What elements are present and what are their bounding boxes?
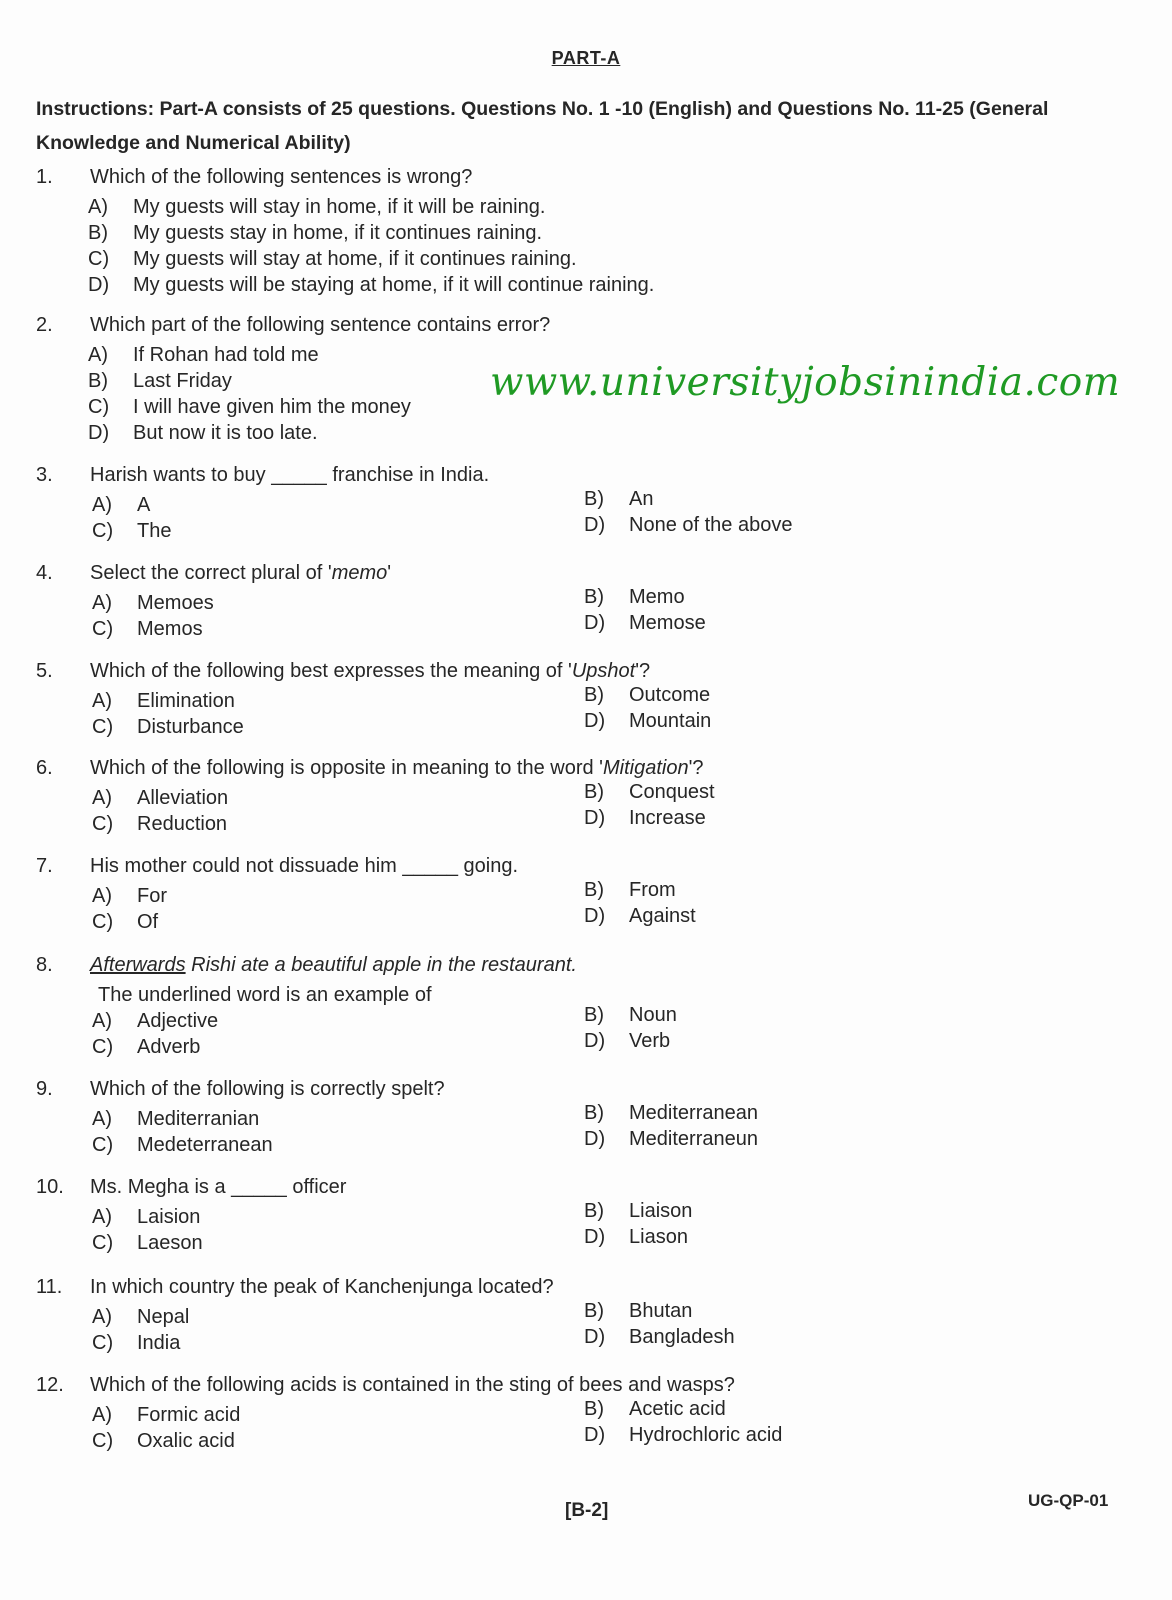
option-text: Verb [629, 1030, 671, 1052]
option-letter: A) [92, 1306, 112, 1328]
option-text: Elimination [137, 690, 235, 712]
option-a [92, 1306, 189, 1329]
question-text [90, 855, 518, 878]
paper-code: UG-QP-01 [1028, 1491, 1109, 1510]
option-text: Mediterranian [137, 1108, 260, 1130]
option-letter: A) [92, 690, 112, 712]
question-text-main: Which of the following sentences is wrong? [90, 166, 473, 188]
option-text: Oxalic acid [137, 1430, 235, 1452]
italic-term: Upshot [571, 660, 636, 682]
option-text: A [137, 494, 151, 516]
option-a [92, 1404, 240, 1427]
option-text: Acetic acid [629, 1398, 726, 1420]
option-text: The [137, 520, 172, 542]
option-text: From [629, 879, 676, 901]
question-number: 2. [36, 314, 53, 336]
question-text-main: Ms. Megha is a _____ officer [90, 1176, 347, 1198]
question-text [90, 1276, 554, 1299]
question-text-main: Which of the following is correctly spelt? [90, 1078, 445, 1100]
option-b [584, 488, 653, 511]
question-text-main: Select the correct plural of ' [90, 562, 332, 584]
option-text: Noun [629, 1004, 677, 1026]
option-c [92, 1332, 180, 1355]
option-text: Increase [629, 807, 706, 829]
question-text-main: Which of the following is opposite in meaning to the word ' [90, 757, 603, 779]
option-letter: B) [584, 781, 604, 803]
option-letter: B) [584, 1102, 604, 1124]
option-text: Memos [137, 618, 203, 640]
option-letter: C) [92, 716, 114, 738]
option-letter: B) [584, 879, 604, 901]
option-letter: D) [584, 1030, 606, 1052]
option-text: Liaison [629, 1200, 693, 1222]
option-letter: D) [584, 807, 606, 829]
option-text: Laision [137, 1206, 201, 1228]
option-d [584, 1128, 758, 1151]
option-text: If Rohan had told me [133, 344, 319, 366]
option-text: Alleviation [137, 787, 229, 809]
question-number: 1. [36, 166, 53, 188]
option-text: Memo [629, 586, 685, 608]
question-number: 12. [36, 1374, 64, 1396]
option-letter: D) [584, 612, 606, 634]
option-d [584, 1226, 688, 1249]
option-letter: A) [88, 196, 108, 218]
option-letter: B) [584, 684, 604, 706]
question-text-main: His mother could not dissuade him _____ going. [90, 855, 519, 877]
option-text: My guests stay in home, if it continues raining. [133, 222, 543, 244]
option-b [584, 781, 715, 804]
question-number: 5. [36, 660, 53, 682]
instructions: Instructions: Part-A consists of 25 questions. Questions No. 1 -10 (English) and Questions No. 11-25 (General Knowledge and Numerical Ability) [36, 98, 1049, 154]
option-letter: B) [584, 1398, 604, 1420]
question-text-main: Which of the following best expresses the meaning of ' [90, 660, 572, 682]
option-text: Mountain [629, 710, 712, 732]
question-number: 11. [36, 1276, 63, 1298]
option-letter: D) [584, 1424, 606, 1446]
question-text-main: Harish wants to buy _____ franchise in India. [90, 464, 490, 486]
option-letter: A) [92, 1206, 112, 1228]
option-d [584, 807, 706, 830]
option-letter: A) [92, 1108, 112, 1130]
option-d [584, 514, 792, 537]
option-text: My guests will stay at home, if it continues raining. [133, 248, 577, 270]
option-letter: C) [92, 1036, 114, 1058]
option-letter: B) [88, 222, 108, 244]
option-a [92, 494, 150, 517]
option-letter: C) [92, 1232, 114, 1254]
question-number: 4. [36, 562, 53, 584]
option-c [92, 1430, 235, 1453]
option-letter: D) [584, 514, 606, 536]
option-text: Reduction [137, 813, 228, 835]
question-number: 7. [36, 855, 53, 877]
question-number: 9. [36, 1078, 53, 1100]
question-text-main: Which part of the following sentence contains error? [90, 314, 551, 336]
option-letter: B) [584, 1200, 604, 1222]
option-text: Last Friday [133, 370, 232, 392]
option-letter: B) [584, 586, 604, 608]
option-a [92, 885, 167, 908]
option-letter: C) [92, 1134, 114, 1156]
option-a [92, 690, 235, 713]
option-text: I will have given him the money [133, 396, 411, 418]
option-text: Memoes [137, 592, 214, 614]
option-text: Formic acid [137, 1404, 241, 1426]
option-c [92, 1232, 203, 1255]
option-text: Mediterranean [629, 1102, 758, 1124]
option-letter: A) [92, 787, 112, 809]
option-text: Against [629, 905, 696, 927]
option-b [584, 1200, 692, 1223]
option-text: Hydrochloric acid [629, 1424, 783, 1446]
option-a [92, 1206, 200, 1229]
option-d [584, 710, 711, 733]
option-c [92, 716, 244, 739]
option-text: None of the above [629, 514, 793, 536]
option-letter: D) [88, 274, 110, 296]
option-text: India [137, 1332, 181, 1354]
option-b [88, 370, 232, 393]
option-letter: B) [584, 1300, 604, 1322]
question-text [90, 562, 391, 585]
option-b [584, 684, 710, 707]
option-b [584, 1004, 677, 1027]
option-letter: B) [584, 1004, 604, 1026]
option-letter: A) [92, 1010, 112, 1032]
option-letter: C) [88, 248, 110, 270]
option-text: My guests will stay in home, if it will be raining. [133, 196, 546, 218]
question-text-main: In which country the peak of Kanchenjunga located? [90, 1276, 554, 1298]
option-text: Adverb [137, 1036, 201, 1058]
option-a [92, 1010, 218, 1033]
option-a [88, 344, 319, 367]
option-letter: C) [88, 396, 110, 418]
italic-term: Mitigation [603, 757, 689, 779]
option-c [88, 396, 411, 419]
option-letter: C) [92, 618, 114, 640]
option-letter: C) [92, 911, 114, 933]
option-b [584, 879, 676, 902]
option-b [584, 586, 685, 609]
option-b [584, 1102, 758, 1125]
question-text [90, 166, 472, 189]
option-text: Outcome [629, 684, 711, 706]
option-c [92, 1036, 200, 1059]
option-d [584, 1424, 782, 1447]
option-a [88, 196, 545, 219]
option-text: Bhutan [629, 1300, 693, 1322]
question-text [90, 464, 489, 487]
underlined-word: Afterwards [90, 954, 186, 976]
option-text: Nepal [137, 1306, 190, 1328]
option-text: My guests will be staying at home, if it will continue raining. [133, 274, 655, 296]
question-text-main: Rishi ate a beautiful apple in the restaurant. [185, 954, 577, 976]
option-text: Liason [629, 1226, 688, 1248]
option-letter: D) [584, 1326, 606, 1348]
option-letter: D) [584, 1128, 606, 1150]
option-a [92, 592, 214, 615]
option-text: Adjective [137, 1010, 219, 1032]
option-letter: A) [92, 592, 112, 614]
option-d [584, 612, 706, 635]
option-d [88, 422, 318, 445]
question-text [90, 757, 704, 780]
option-text: Conquest [629, 781, 715, 803]
option-text: But now it is too late. [133, 422, 318, 444]
option-letter: C) [92, 1430, 114, 1452]
question-subtext: The underlined word is an example of [98, 984, 432, 1006]
option-b [584, 1398, 726, 1421]
option-b [88, 222, 542, 245]
option-letter: C) [92, 813, 114, 835]
option-letter: A) [92, 885, 112, 907]
question-text-end: '? [688, 757, 704, 779]
question-number: 6. [36, 757, 53, 779]
option-d [88, 274, 654, 297]
question-text-main: Which of the following acids is contained in the sting of bees and wasps? [90, 1374, 735, 1396]
option-a [92, 787, 228, 810]
question-text [90, 1078, 445, 1101]
option-letter: C) [92, 520, 114, 542]
option-letter: A) [92, 494, 112, 516]
option-d [584, 1326, 735, 1349]
option-c [92, 813, 227, 836]
question-text [90, 1176, 346, 1199]
option-text: Laeson [137, 1232, 203, 1254]
option-letter: D) [584, 710, 606, 732]
option-c [92, 520, 171, 543]
option-text: Mediterraneun [629, 1128, 758, 1150]
question-text [90, 1374, 735, 1397]
option-text: Of [137, 911, 159, 933]
option-letter: A) [92, 1404, 112, 1426]
option-letter: D) [584, 905, 606, 927]
question-text [90, 660, 650, 683]
option-letter: B) [584, 488, 604, 510]
option-letter: D) [88, 422, 110, 444]
option-letter: A) [88, 344, 108, 366]
question-number: 3. [36, 464, 53, 486]
option-c [92, 1134, 273, 1157]
page-number: [B-2] [565, 1500, 609, 1521]
question-text-end: '? [635, 660, 651, 682]
option-b [584, 1300, 692, 1323]
watermark-url: www.universityjobsinindia.com [490, 360, 1121, 405]
option-letter: D) [584, 1226, 606, 1248]
option-c [88, 248, 577, 271]
option-text: Medeterranean [137, 1134, 273, 1156]
italic-term: memo [331, 562, 388, 584]
option-text: Disturbance [137, 716, 244, 738]
option-letter: B) [88, 370, 108, 392]
question-text [90, 954, 577, 977]
option-text: Bangladesh [629, 1326, 735, 1348]
question-number: 10. [36, 1176, 64, 1198]
option-a [92, 1108, 259, 1131]
part-heading: PART-A [551, 48, 621, 68]
option-d [584, 905, 696, 928]
question-text [90, 314, 550, 337]
option-text: Memose [629, 612, 706, 634]
option-text: For [137, 885, 167, 907]
option-c [92, 911, 158, 934]
option-d [584, 1030, 670, 1053]
option-c [92, 618, 203, 641]
option-text: An [629, 488, 654, 510]
question-text-end: ' [387, 562, 392, 584]
option-letter: C) [92, 1332, 114, 1354]
question-number: 8. [36, 954, 53, 976]
